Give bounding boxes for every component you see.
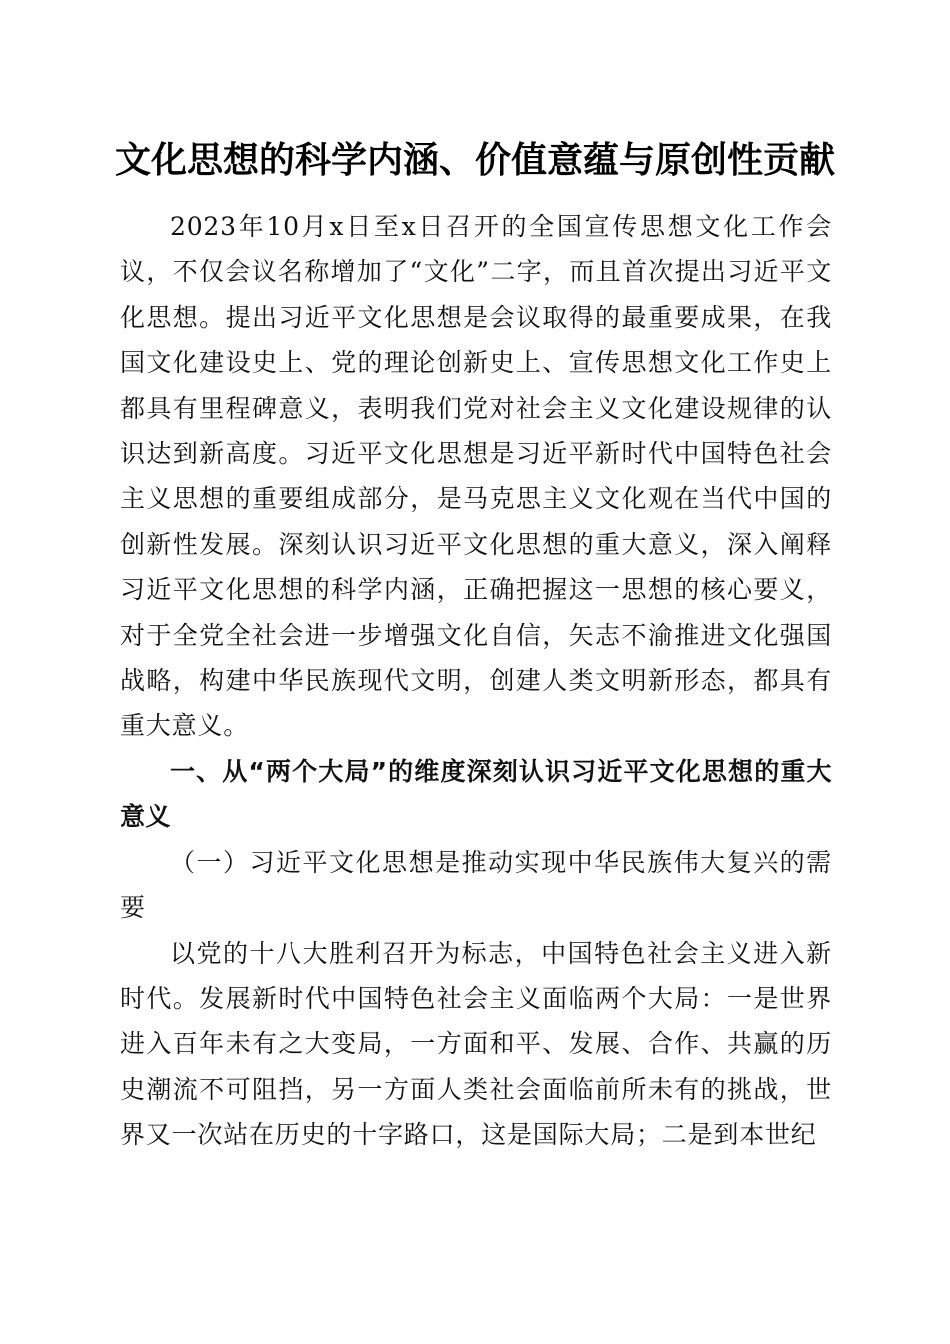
section-heading: 一、从“两个大局”的维度深刻认识习近平文化思想的重大意义: [120, 756, 832, 832]
subsection-heading: （一）习近平文化思想是推动实现中华民族伟大复兴的需要: [120, 847, 832, 923]
intro-paragraph: 2023年10月x日至x日召开的全国宣传思想文化工作会议，不仅会议名称增加了“文化”二字，而且首次提出习近平文化思想。提出习近平文化思想是会议取得的最重要成果，在我国文化建设史上、党的理论创新史上、宣传思想文化工作史上都具有里程碑意义，表明我们党对社会主义文化建设规律的认识达到新高度。习近平文化思想是习近平新时代中国特色社会主义思想的重要组成部分，是马克思主义文化观在当代中国的创新性发展。深刻认识习近平文化思想的重大意义，深入阐释习近平文化思想的科学内涵，正确把握这一思想的核心要义，对于全党全社会进一步增强文化自信，矢志不渝推进文化强国战略，构建中华民族现代文明，创建人类文明新形态，都具有重大意义。: [120, 212, 832, 741]
document-body: [120, 204, 832, 1158]
body-paragraph: 以党的十八大胜利召开为标志，中国特色社会主义进入新时代。发展新时代中国特色社会主义面临两个大局：一是世界进入百年未有之大变局，一方面和平、发展、合作、共赢的历史潮流不可阻挡，另一方面人类社会面临前所未有的挑战，世界又一次站在历史的十字路口，这是国际大局；二是到本世纪: [120, 938, 832, 1150]
document-title: 文化思想的科学内涵、价值意蕴与原创性贡献: [114, 139, 835, 181]
